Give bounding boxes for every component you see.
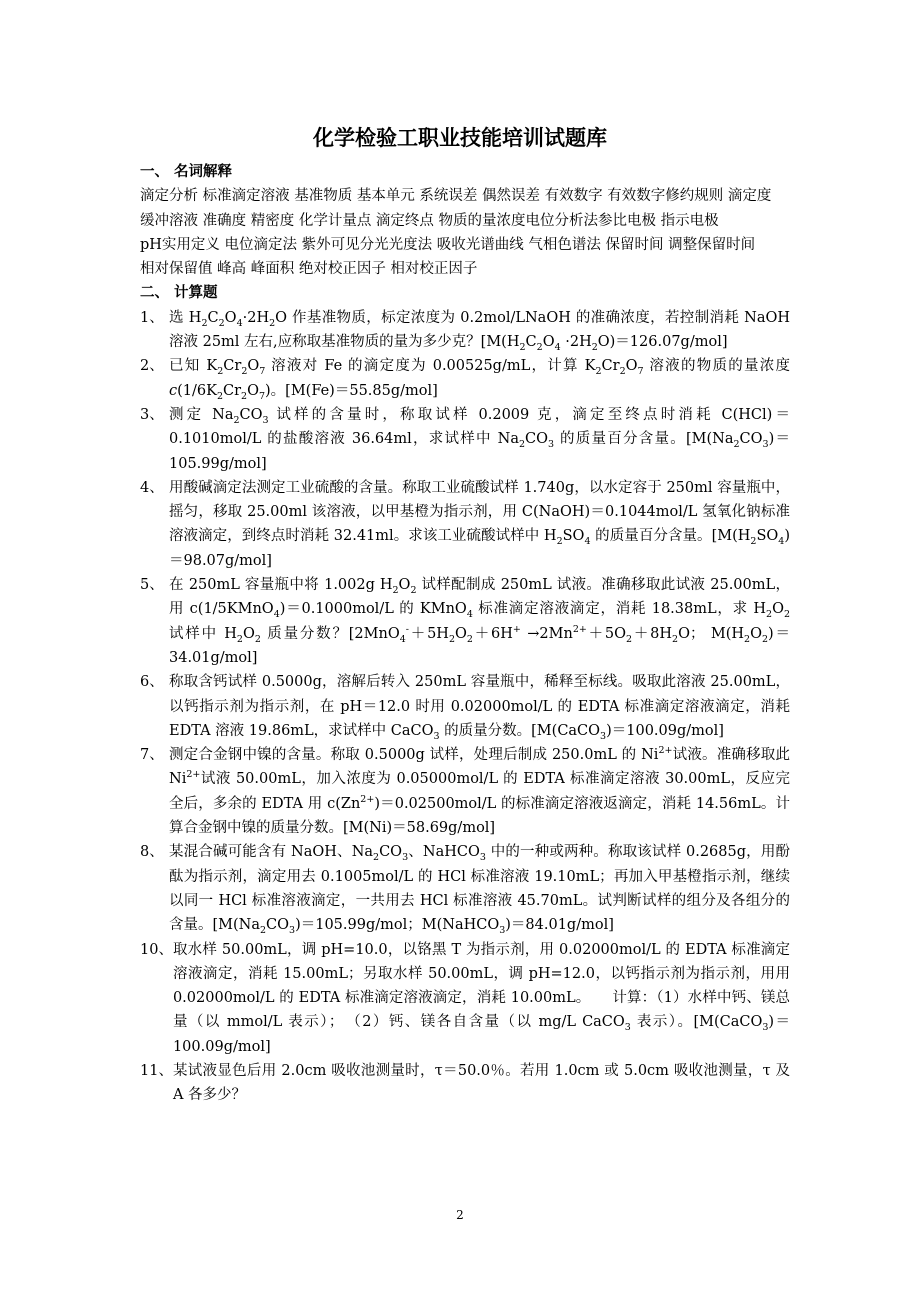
problem-text: 称取含钙试样 0.5000g，溶解后转入 250mL 容量瓶中，稀释至标线。吸取此溶液 25.00mL，以钙指示剂为指示剂，在 pH＝12.0 时用 0.02000mol/L 的 EDTA 标准滴定溶液滴定，消耗 EDTA 溶液 19.86mL，求试样中 CaCO$_3$ 的质量分数。[M(CaCO$_3$)＝100.09g/mol] (169, 674, 790, 742)
problem-number: 7、 (140, 747, 164, 764)
problem-text: 已知 $K_2Cr_2O_7$ 溶液对 Fe 的滴定度为 0.00525g/mL，计算 $K_2Cr_2O_7$ 溶液的物质的量浓度 $c(1/6K_2Cr_2O_7)$。[M(Fe)＝55.85g/mol] (169, 358, 791, 402)
problem-text: 某试液显色后用 2.0cm 吸收池测量时，τ＝50.0％。若用 1.0cm 或 5.0cm 吸收池测量，τ 及 A 各多少？ (172, 1062, 790, 1104)
problem-item (140, 670, 790, 743)
problem-item (140, 573, 790, 670)
problem-number: 8、 (140, 844, 164, 861)
problem-item (140, 403, 790, 476)
problem-number: 6、 (140, 674, 164, 691)
terms-paragraph-1: 滴定分析 标准滴定溶液 基准物质 基本单元 系统误差 偶然误差 有效数字 有效数字修约规则 滴定度 缓冲溶液 准确度 精密度 化学计量点 滴定终点 物质的量浓度电位分析法参比电极 指示电极 (140, 188, 772, 229)
problem-number: 5、 (140, 577, 164, 594)
section1-heading: 一、 名词解释 (140, 164, 233, 180)
problem-number: 10、 (140, 941, 173, 958)
page-number: 2 (456, 1208, 464, 1222)
problem-item (140, 743, 790, 840)
page-title: 化学检验工职业技能培训试题库 (313, 126, 607, 150)
problem-item (140, 938, 790, 1059)
problem-number: 3、 (140, 406, 164, 423)
problem-text: 某混合碱可能含有 NaOH、$Na_2CO_3$、NaHCO$_3$ 中的一种或两种。称取该试样 0.2685g，用酚酞为指示剂，滴定用去 0.1005mol/L 的 HCl 标准溶液 19.10mL；再加入甲基橙指示剂，继续以同一 HCl 标准溶液滴定，一共用去 HCl 标准溶液 45.70mL。试判断试样的组分及各组分的含量。[$M(Na_2CO_3)=105.99g$/mol；M(NaHCO$_3$)＝84.01g/mol] (169, 844, 790, 937)
problem-text: 测定合金钢中镍的含量。称取 0.5000g 试样，处理后制成 250.0mL 的 $Ni^{2+}$试液。准确移取此 $Ni^{2+}$试液 50.00mL，加入浓度为 0.05000mol/L 的 EDTA 标准滴定溶液 30.00mL，反应完全后，多余的 EDTA 用 $c(Zn^{2+})=0.02500mol/L$ 的标准滴定溶液返滴定，消耗 14.56mL。计算合金钢中镍的质量分数。[M(Ni)＝58.69g/mol] (169, 745, 791, 837)
problem-item (140, 1059, 790, 1108)
terms-paragraph-3: 相对保留值 峰高 峰面积 绝对校正因子 相对校正因子 (140, 261, 478, 278)
problem-text: 测定 $Na_2CO_3$ 试样的含量时，称取试样 0.2009 克，滴定至终点时消耗 C(HCl)＝0.1010mol/L 的盐酸溶液 36.64ml，求试样中 $Na_2CO_3$ 的质量百分含量。$[M(Na_2CO_3)=105.99g/mol]$ (169, 406, 790, 472)
problem-list (140, 306, 790, 1108)
terms-paragraph-2: pH实用定义 电位滴定法 紫外可见分光光度法 吸收光谱曲线 气相色谱法 保留时间 调整保留时间 (140, 236, 756, 253)
problem-number: 4、 (140, 479, 164, 496)
problem-item (140, 840, 790, 937)
problem-text: 取水样 50.00mL，调 pH=10.0，以铬黑 T 为指示剂，用 0.02000mol/L 的 EDTA 标准滴定溶液滴定，消耗 15.00mL；另取水样 50.00mL，调 pH=12.0，以钙指示剂为指示剂，用用 0.02000mol/L 的 EDTA 标准滴定溶液滴定，消耗 10.00mL。 计算：（1）水样中钙、镁总量（以 mmol/L 表示）； （2）钙、镁各自含量（以 mg/L CaCO$_3$ 表示）。[M(CaCO$_3$)＝100.09g/mol] (172, 941, 790, 1055)
problem-text: 用酸碱滴定法测定工业硫酸的含量。称取工业硫酸试样 1.740g，以水定容于 250ml 容量瓶中，摇匀，移取 25.00ml 该溶液，以甲基橙为指示剂，用 C(NaOH)＝0.1044mol/L 氢氧化钠标准溶液滴定，到终点时消耗 32.41ml。求该工业硫酸试样中 $H_2SO_4$ 的质量百分含量。$[M(H_2SO_4)=98.07g/mol]$ (169, 479, 790, 569)
problem-text: 在 250mL 容量瓶中将 1.002g $H_2O_2$ 试样配制成 250mL 试液。准确移取此试液 25.00mL，用 c(1/5KMnO$_4$)＝0.1000mol/L 的 KMnO$_4$ 标准滴定溶液滴定，消耗 18.38mL，求 $H_2O_2$ 试样中 $H_2O_2$ 质量分数？[$2MnO_4^-+5H_2O_2+6H^+ \to 2Mn^{2+}+5O_2+8H_2O$； $M(H_2O_2)=34.01g/mol$] (169, 577, 790, 666)
problem-number: 1、 (140, 309, 164, 326)
problem-item (140, 306, 790, 355)
problem-number: 11、 (140, 1062, 173, 1079)
section2-heading: 二、 计算题 (140, 285, 218, 302)
problem-text: 选 $H_2C_2O_4\cdot 2H_2O$ 作基准物质，标定浓度为 0.2mol/LNaOH 的准确浓度，若控制消耗 NaOH 溶液 25ml 左右,应称取基准物质的量为多少克？$[M(H_2C_2O_4 \cdot 2H_2O)=126.07g/mol]$ (169, 309, 790, 353)
problem-item (140, 354, 790, 403)
content (140, 160, 790, 1108)
problem-item (140, 476, 790, 573)
problem-number: 2、 (140, 358, 164, 375)
